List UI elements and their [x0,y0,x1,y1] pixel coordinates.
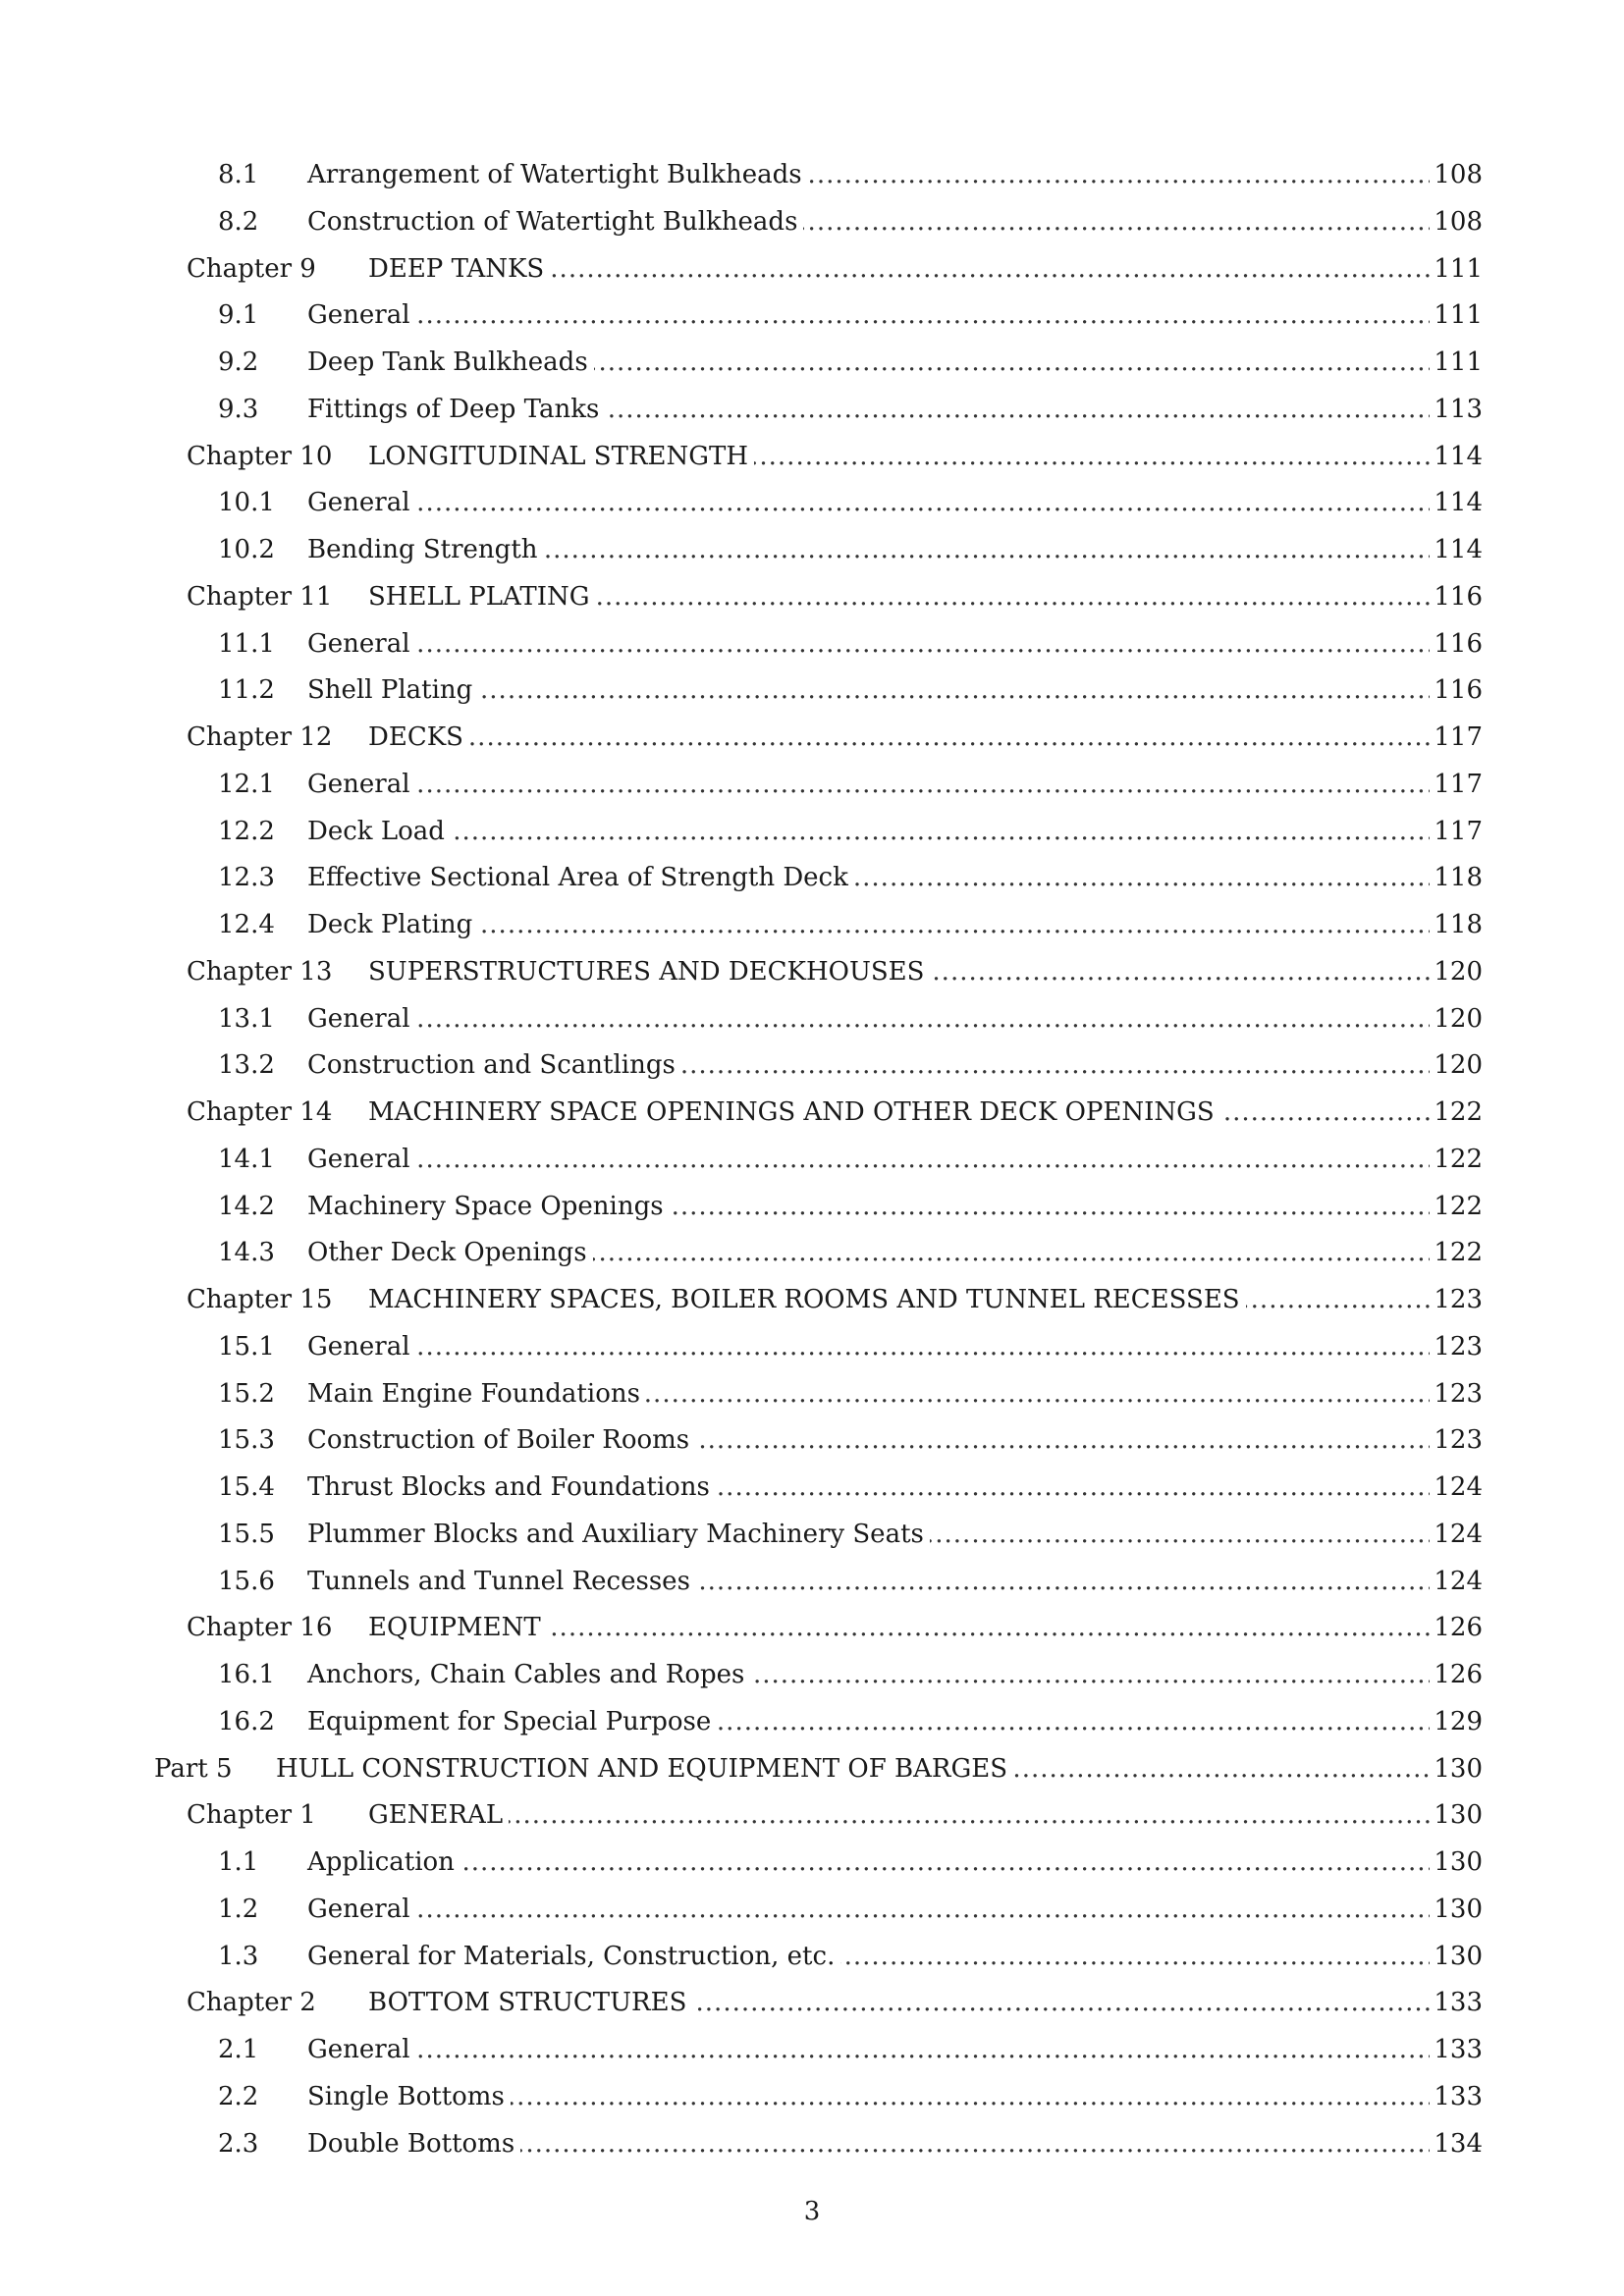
toc-entry-number: 16.1 [218,1660,275,1689]
toc-entry-number: 16.2 [218,1706,275,1736]
toc-entry-page: 123 [1432,1280,1483,1319]
toc-entry-title: EQUIPMENT [368,1613,547,1642]
toc-entry-section[interactable] [0,343,1624,382]
toc-entry-page: 130 [1432,1749,1483,1789]
toc-entry-page: 108 [1432,202,1483,241]
toc-entry-page: 114 [1432,483,1483,522]
toc-entry-section[interactable] [0,905,1624,944]
toc-entry-title: Deck Load [307,817,451,846]
toc-entry-chapter[interactable] [0,1093,1624,1132]
toc-entry-chapter[interactable] [0,952,1624,991]
toc-entry-page: 123 [1432,1327,1483,1366]
toc-entry-title: General for Materials, Construction, etc. [307,1942,840,1971]
toc-entry-number: Chapter 13 [187,956,333,987]
toc-entry-page: 111 [1432,343,1483,382]
toc-entry-section[interactable] [0,202,1624,241]
toc-entry-title: General [307,1004,416,1034]
toc-entry-title: Equipment for Special Purpose [307,1707,717,1736]
toc-entry-title: Deep Tank Bulkheads [307,347,594,377]
dot-leader [307,624,1430,664]
toc-entry-section[interactable] [0,530,1624,569]
toc-entry-page: 124 [1432,1468,1483,1507]
toc-entry-section[interactable] [0,1468,1624,1507]
toc-entry-page: 133 [1432,2030,1483,2069]
toc-entry-section[interactable] [0,483,1624,522]
toc-entry-number: Chapter 10 [187,441,333,471]
toc-entry-page: 108 [1432,155,1483,194]
toc-entry-section[interactable] [0,1374,1624,1414]
toc-entry-title: General [307,770,416,799]
toc-entry-page: 130 [1432,1795,1483,1835]
toc-entry-section[interactable] [0,1562,1624,1601]
toc-entry-section[interactable] [0,1890,1624,1929]
toc-entry-title: General [307,629,416,659]
toc-entry-number: Chapter 15 [187,1285,333,1314]
toc-entry-page: 133 [1432,1983,1483,2022]
toc-entry-title: MACHINERY SPACES, BOILER ROOMS AND TUNNEL RECESSES [368,1285,1246,1314]
toc-entry-chapter[interactable] [0,1608,1624,1647]
toc-entry-title: General [307,1332,416,1362]
toc-entry-page: 120 [1432,1045,1483,1085]
toc-entry-title: Effective Sectional Area of Strength Deck [307,863,854,892]
toc-entry-title: BOTTOM STRUCTURES [368,1988,692,2017]
dot-leader [368,718,1430,757]
toc-entry-section[interactable] [0,2124,1624,2163]
dot-leader [307,483,1430,522]
toc-entry-number: 14.3 [218,1238,275,1268]
toc-entry-number: 12.3 [218,863,275,893]
toc-entry-chapter[interactable] [0,1280,1624,1319]
toc-entry-number: 8.1 [218,160,259,189]
toc-entry-number: 8.2 [218,206,259,237]
toc-entry-section[interactable] [0,670,1624,710]
toc-entry-number: 11.1 [218,628,275,659]
toc-entry-section[interactable] [0,624,1624,664]
dot-leader [307,1842,1430,1882]
dot-leader [368,1795,1430,1835]
toc-entry-number: 1.2 [218,1894,259,1924]
toc-entry-page: 122 [1432,1093,1483,1132]
toc-entry-title: Anchors, Chain Cables and Ropes [307,1660,750,1689]
toc-entry-section[interactable] [0,1655,1624,1694]
toc-entry-number: Chapter 14 [187,1097,333,1127]
toc-entry-page: 117 [1432,812,1483,851]
toc-entry-number: 2.1 [218,2035,259,2064]
toc-entry-title: MACHINERY SPACE OPENINGS AND OTHER DECK OPENINGS [368,1097,1220,1127]
toc-entry-title: General [307,488,416,517]
toc-entry-title: Thrust Blocks and Foundations [307,1472,716,1502]
toc-entry-title: Deck Plating [307,910,478,939]
dot-leader [307,1890,1430,1929]
toc-entry-number: 14.1 [218,1144,275,1174]
toc-entry-number: 15.3 [218,1425,275,1456]
toc-entry-title: LONGITUDINAL STRENGTH [368,442,754,471]
toc-entry-chapter[interactable] [0,437,1624,476]
toc-entry-number: 12.1 [218,769,275,799]
dot-leader [307,1140,1430,1179]
toc-entry-title: General [307,300,416,330]
toc-entry-chapter[interactable] [0,577,1624,616]
toc-entry-number: Chapter 1 [187,1800,316,1831]
toc-entry-section[interactable] [0,1842,1624,1882]
toc-entry-section[interactable] [0,858,1624,897]
dot-leader [307,295,1430,335]
toc-entry-page: 116 [1432,670,1483,710]
toc-entry-page: 111 [1432,295,1483,335]
toc-entry-page: 123 [1432,1420,1483,1460]
toc-entry-number: 15.4 [218,1472,275,1502]
toc-entry-number: 14.2 [218,1191,275,1221]
toc-entry-number: 11.2 [218,675,275,706]
toc-entry-page: 129 [1432,1702,1483,1741]
toc-entry-section[interactable] [0,390,1624,429]
toc-entry-section[interactable] [0,1515,1624,1554]
toc-entry-section[interactable] [0,765,1624,804]
toc-entry-page: 116 [1432,577,1483,616]
toc-entry-title: Arrangement of Watertight Bulkheads [307,160,808,189]
dot-leader [307,812,1430,851]
toc-entry-title: Construction and Scantlings [307,1050,681,1080]
toc-entry-title: Bending Strength [307,535,544,564]
toc-entry-chapter[interactable] [0,249,1624,289]
toc-entry-title: Shell Plating [307,675,478,705]
toc-entry-page: 130 [1432,1937,1483,1976]
toc-entry-number: Part 5 [154,1753,233,1784]
dot-leader [307,2030,1430,2069]
toc-entry-section[interactable] [0,2030,1624,2069]
toc-entry-title: HULL CONSTRUCTION AND EQUIPMENT OF BARGES [276,1754,1013,1784]
toc-entry-title: General [307,1145,416,1174]
toc-entry-number: 13.2 [218,1050,275,1081]
toc-entry-page: 126 [1432,1608,1483,1647]
toc-entry-page: 114 [1432,530,1483,569]
toc-entry-title: General [307,1895,416,1924]
toc-entry-page: 118 [1432,905,1483,944]
toc-entry-page: 120 [1432,952,1483,991]
toc-entry-title: Plummer Blocks and Auxiliary Machinery Seats [307,1520,930,1549]
toc-entry-number: Chapter 12 [187,722,333,752]
toc-entry-title: DECKS [368,722,469,752]
page-number: 3 [803,2197,821,2226]
toc-entry-number: 13.1 [218,1003,275,1034]
toc-entry-section[interactable] [0,1420,1624,1460]
dot-leader [307,765,1430,804]
toc-entry-page: 117 [1432,765,1483,804]
toc-entry-page: 118 [1432,858,1483,897]
toc-entry-number: Chapter 16 [187,1613,333,1643]
toc-entry-number: 9.3 [218,394,259,424]
toc-entry-number: 9.2 [218,347,259,377]
toc-entry-number: 2.2 [218,2081,259,2111]
toc-entry-number: 10.1 [218,488,275,518]
toc-entry-number: Chapter 2 [187,1988,316,2018]
toc-entry-section[interactable] [0,155,1624,194]
toc-entry-number: 9.1 [218,300,259,331]
toc-entry-page: 124 [1432,1562,1483,1601]
toc-entry-number: 15.6 [218,1566,275,1596]
toc-entry-title: General [307,2035,416,2064]
toc-entry-page: 122 [1432,1233,1483,1272]
toc-entry-section[interactable] [0,1233,1624,1272]
toc-entry-section[interactable] [0,1045,1624,1085]
toc-entry-title: Fittings of Deep Tanks [307,395,605,424]
toc-entry-page: 122 [1432,1140,1483,1179]
toc-entry-section[interactable] [0,1937,1624,1976]
toc-entry-page: 130 [1432,1890,1483,1929]
toc-entry-title: Construction of Watertight Bulkheads [307,207,803,237]
toc-entry-page: 130 [1432,1842,1483,1882]
toc-entry-page: 124 [1432,1515,1483,1554]
toc-entry-page: 111 [1432,249,1483,289]
toc-entry-number: 12.2 [218,816,275,846]
toc-entry-section[interactable] [0,999,1624,1039]
toc-entry-section[interactable] [0,812,1624,851]
toc-entry-title: SUPERSTRUCTURES AND DECKHOUSES [368,957,930,987]
toc-entry-number: 15.1 [218,1331,275,1362]
toc-entry-title: SHELL PLATING [368,582,596,612]
toc-entry-section[interactable] [0,1187,1624,1226]
toc-entry-title: Single Bottoms [307,2082,511,2111]
toc-entry-page: 134 [1432,2124,1483,2163]
toc-entry-number: 10.2 [218,535,275,564]
toc-entry-chapter[interactable] [0,1983,1624,2022]
toc-entry-page: 117 [1432,718,1483,757]
toc-entry-title: Main Engine Foundations [307,1379,646,1409]
toc-entry-title: Double Bottoms [307,2129,520,2159]
toc-entry-number: Chapter 9 [187,253,316,284]
toc-entry-number: 15.2 [218,1378,275,1409]
toc-entry-page: 123 [1432,1374,1483,1414]
toc-entry-page: 122 [1432,1187,1483,1226]
toc-entry-page: 114 [1432,437,1483,476]
toc-entry-chapter[interactable] [0,718,1624,757]
toc-entry-title: Machinery Space Openings [307,1192,670,1221]
toc-entry-part[interactable] [0,1749,1624,1789]
toc-entry-chapter[interactable] [0,1795,1624,1835]
toc-entry-page: 133 [1432,2077,1483,2116]
toc-entry-section[interactable] [0,2077,1624,2116]
toc-entry-title: Construction of Boiler Rooms [307,1425,695,1455]
dot-leader [307,1327,1430,1366]
toc-entry-title: Application [307,1847,460,1877]
toc-entry-section[interactable] [0,295,1624,335]
toc-entry-section[interactable] [0,1327,1624,1366]
toc-entry-section[interactable] [0,1702,1624,1741]
toc-entry-title: GENERAL [368,1800,509,1830]
toc-entry-number: Chapter 11 [187,581,333,612]
dot-leader [307,999,1430,1039]
toc-entry-number: 1.3 [218,1941,259,1971]
toc-entry-section[interactable] [0,1140,1624,1179]
toc-entry-page: 116 [1432,624,1483,664]
toc-entry-title: Tunnels and Tunnel Recesses [307,1567,696,1596]
toc-entry-title: DEEP TANKS [368,254,550,284]
toc-entry-page: 113 [1432,390,1483,429]
toc-entry-page: 126 [1432,1655,1483,1694]
toc-entry-number: 1.1 [218,1847,259,1877]
toc-entry-title: Other Deck Openings [307,1238,593,1267]
toc-entry-number: 15.5 [218,1519,275,1549]
toc-entry-number: 2.3 [218,2128,259,2159]
toc-entry-page: 120 [1432,999,1483,1039]
toc-entry-number: 12.4 [218,910,275,939]
